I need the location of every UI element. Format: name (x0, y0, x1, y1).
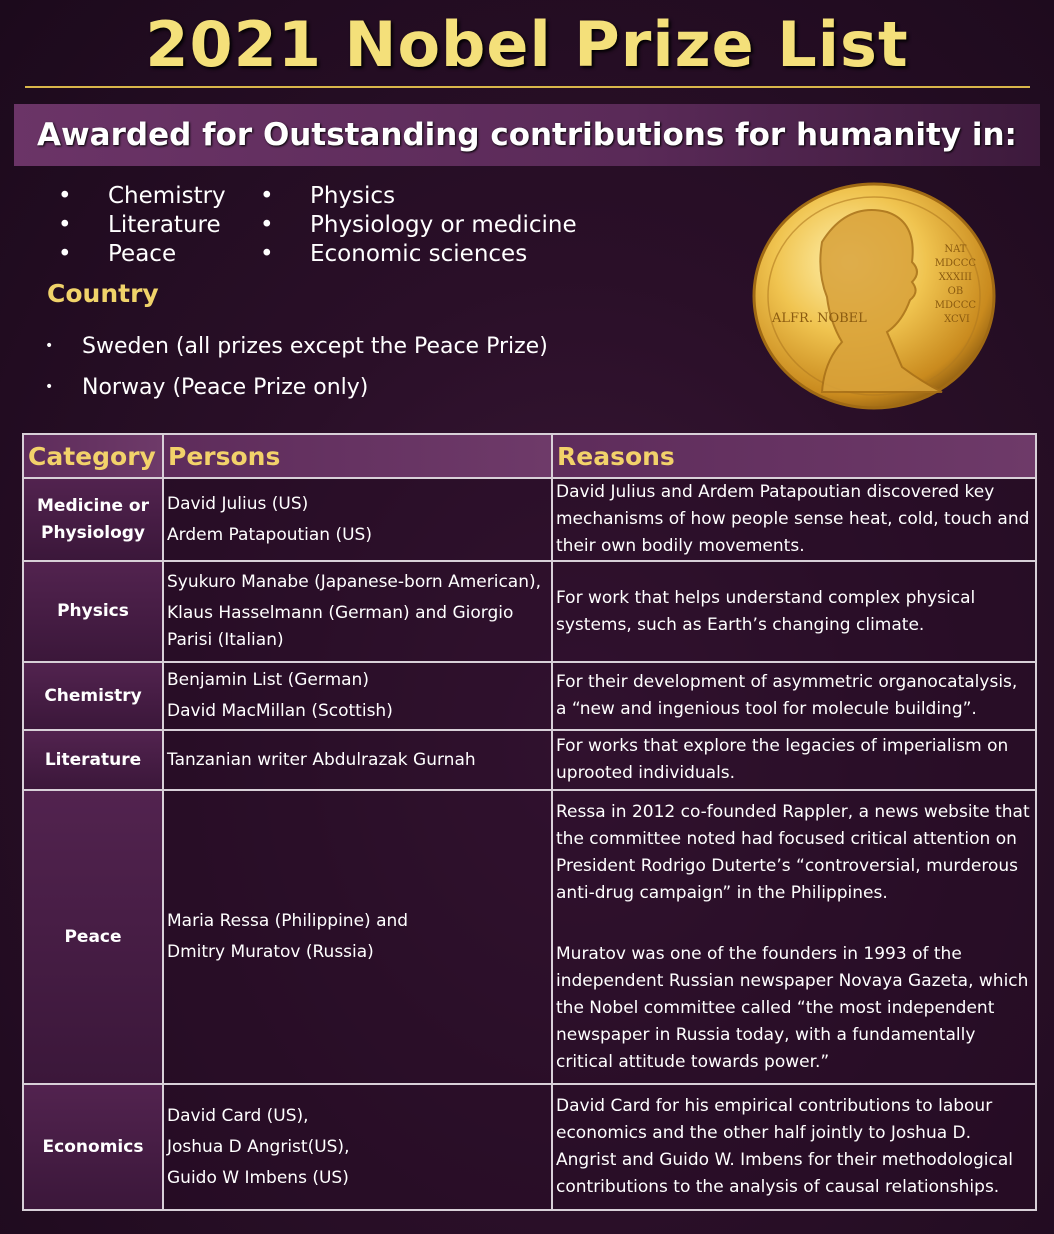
field-item: • Peace (58, 240, 226, 269)
country-item: • Sweden (all prizes except the Peace Prize) (45, 334, 548, 359)
reason-paragraph: Muratov was one of the founders in 1993 of the independent Russian newspaper Novaya Gazeta, which the Nobel committee called “the most independent newspaper in Russia today, with a fundamentally critical attitude towards power.” (556, 943, 1029, 1072)
subtitle-banner: Awarded for Outstanding contributions for humanity in: (14, 104, 1040, 166)
field-item: • Physics (260, 182, 577, 211)
reasons-cell: David Card for his empirical contributions to labour economics and the other half jointly to Joshua D. Angrist and Guido W. Imbens for their methodological contributions to the analysis of causal relationships. (552, 1084, 1036, 1210)
prize-table (22, 433, 1037, 1211)
person: David Julius (US) (167, 493, 309, 514)
person: Klaus Hasselmann (German) and Giorgio Parisi (Italian) (167, 603, 514, 650)
person: David MacMillan (Scottish) (167, 701, 393, 721)
header-reasons: Reasons (552, 434, 1036, 478)
title-divider (25, 86, 1030, 88)
table-row (23, 1084, 1036, 1210)
page-title: 2021 Nobel Prize List (145, 8, 909, 81)
header-persons: Persons (163, 434, 552, 478)
country-heading: Country (47, 279, 159, 308)
header-category: Category (23, 434, 163, 478)
medal-inscription-left: ALFR. NOBEL (772, 311, 867, 326)
category-cell: Chemistry (23, 662, 163, 730)
person: Dmitry Muratov (Russia) (167, 942, 374, 962)
reasons-cell (552, 790, 1036, 1084)
fields-list-right (260, 182, 577, 269)
field-item: • Economic sciences (260, 240, 577, 269)
reasons-cell: For their development of asymmetric organocatalysis, a “new and ingenious tool for molecule building”. (552, 662, 1036, 730)
category-cell: Literature (23, 730, 163, 790)
table-row (23, 478, 1036, 561)
reasons-cell: For works that explore the legacies of imperialism on uprooted individuals. (552, 730, 1036, 790)
category-cell: Economics (23, 1084, 163, 1210)
reason-paragraph: Ressa in 2012 co-founded Rappler, a news website that the committee noted had focused critical attention on President Rodrigo Duterte’s “controversial, murderous anti-drug campaign” in the Philippines. (556, 801, 1030, 903)
reasons-cell: David Julius and Ardem Patapoutian discovered key mechanisms of how people sense heat, cold, touch and their own bodily movements. (552, 478, 1036, 561)
person: Ardem Patapoutian (US) (167, 524, 372, 545)
nobel-medal-icon (752, 182, 1012, 410)
table-row (23, 790, 1036, 1084)
persons-cell (163, 561, 552, 662)
table-header-row (23, 434, 1036, 478)
country-item: • Norway (Peace Prize only) (45, 375, 368, 400)
persons-cell (163, 478, 552, 561)
category-cell: Physics (23, 561, 163, 662)
persons-cell (163, 730, 552, 790)
persons-cell (163, 1084, 552, 1210)
persons-cell (163, 662, 552, 730)
table-row (23, 561, 1036, 662)
reasons-cell: For work that helps understand complex physical systems, such as Earth’s changing climate. (552, 561, 1036, 662)
fields-list-left (58, 182, 226, 269)
person: David Card (US), (167, 1105, 309, 1126)
person: Benjamin List (German) (167, 670, 369, 690)
category-cell: Medicine or Physiology (23, 478, 163, 561)
person: Joshua D Angrist(US), (167, 1136, 350, 1157)
medal-inscription-right: NAT MDCCC XXXIII OB MDCCC XCVI (934, 244, 977, 325)
person: Tanzanian writer Abdulrazak Gurnah (167, 749, 476, 770)
persons-cell (163, 790, 552, 1084)
field-item: • Physiology or medicine (260, 211, 577, 240)
category-cell: Peace (23, 790, 163, 1084)
table-row (23, 662, 1036, 730)
person: Syukuro Manabe (Japanese-born American), (167, 572, 542, 592)
person: Maria Ressa (Philippine) and (167, 911, 409, 931)
field-item: • Chemistry (58, 182, 226, 211)
person: Guido W Imbens (US) (167, 1167, 349, 1188)
table-row (23, 730, 1036, 790)
field-item: • Literature (58, 211, 226, 240)
